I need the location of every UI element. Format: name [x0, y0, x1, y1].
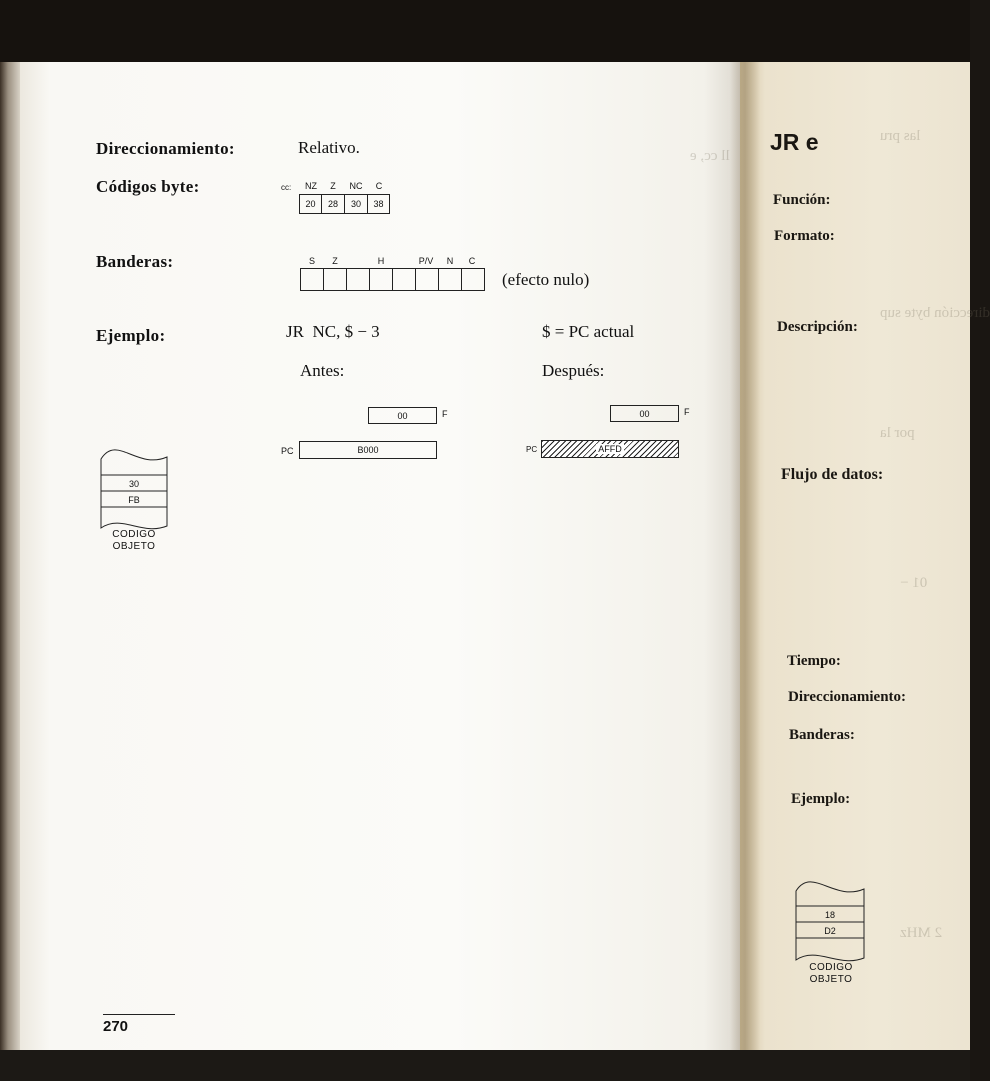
before-label: Antes: [300, 361, 345, 380]
book-gutter [730, 62, 760, 1050]
bottom-background [0, 1050, 970, 1081]
condition-c: C [375, 181, 383, 191]
object-code-byte: 30 [128, 479, 139, 489]
byte-code-cell: 28 [321, 194, 345, 214]
right-object-code-byte: 18 [824, 910, 835, 920]
flag-header: Z [332, 256, 338, 266]
flag-header: S [308, 256, 315, 266]
byte-code-cell: 30 [344, 194, 368, 214]
condition-nz: NZ [305, 181, 317, 191]
object-code-caption: CODIGO [112, 529, 156, 540]
register-f-label: F [442, 409, 448, 419]
condition-prefix: cc: [281, 183, 292, 192]
before-pc-register: B000 [299, 441, 437, 459]
right-addressing-label: Direccionamiento: [788, 689, 907, 705]
top-background [0, 0, 970, 62]
right-flags-label: Banderas: [789, 727, 855, 743]
flag-cell [346, 268, 370, 291]
addressing-value: Relativo. [298, 138, 360, 157]
flag-cell [392, 268, 416, 291]
example-instruction: JR NC, $ − 3 [286, 322, 380, 341]
register-pc-label: PC [281, 446, 294, 456]
example-note: $ = PC actual [542, 322, 635, 341]
flag-header: N [446, 256, 454, 266]
flag-cell [438, 268, 462, 291]
time-label: Tiempo: [787, 653, 841, 669]
data-flow-label: Flujo de datos: [781, 466, 884, 483]
example-label: Ejemplo: [96, 326, 166, 345]
addressing-label: Direccionamiento: [96, 139, 235, 158]
after-f-register: 00 [610, 405, 679, 422]
object-code-caption: OBJETO [112, 541, 156, 552]
byte-code-cell: 20 [299, 194, 322, 214]
right-object-code-byte: D2 [824, 926, 836, 936]
byte-codes-label: Códigos byte: [96, 177, 200, 196]
condition-nc: NC [349, 181, 363, 191]
bleed-through: 2 MHz [900, 925, 943, 941]
flag-header: H [377, 256, 385, 266]
bleed-through: ll cc, e [690, 148, 730, 164]
flag-cell [369, 268, 393, 291]
page-number: 270 [103, 1018, 129, 1035]
description-label: Descripción: [777, 319, 858, 335]
bleed-through: dirección byte sup [880, 305, 990, 321]
bleed-through: las pru [880, 128, 921, 144]
flags-note: (efecto nulo) [502, 270, 590, 289]
flag-cell [300, 268, 324, 291]
register-pc-label: PC [526, 445, 538, 454]
register-f-label: F [684, 407, 690, 417]
right-object-code-caption: CODIGO [809, 962, 853, 973]
bleed-through: por la [880, 425, 915, 441]
format-label: Formato: [774, 228, 835, 244]
flags-label: Banderas: [96, 252, 174, 271]
flag-cell [461, 268, 485, 291]
flag-cell [323, 268, 347, 291]
before-f-register: 00 [368, 407, 437, 424]
after-pc-value: AFFD [598, 444, 622, 454]
object-code-byte: FB [128, 495, 140, 505]
flag-header: C [468, 256, 476, 266]
right-page-title: JR e [770, 129, 819, 155]
after-pc-register-hatched [541, 440, 679, 458]
condition-z: Z [330, 181, 336, 191]
right-example-label: Ejemplo: [791, 791, 851, 807]
flag-cell [415, 268, 439, 291]
flag-header: P/V [418, 256, 434, 266]
after-label: Después: [542, 361, 605, 380]
function-label: Función: [773, 192, 831, 208]
left-page-edge [0, 62, 20, 1052]
byte-code-cell: 38 [367, 194, 390, 214]
right-object-code-caption: OBJETO [809, 974, 853, 985]
bleed-through: 01 − [900, 575, 928, 591]
page-number-rule [103, 1014, 175, 1015]
